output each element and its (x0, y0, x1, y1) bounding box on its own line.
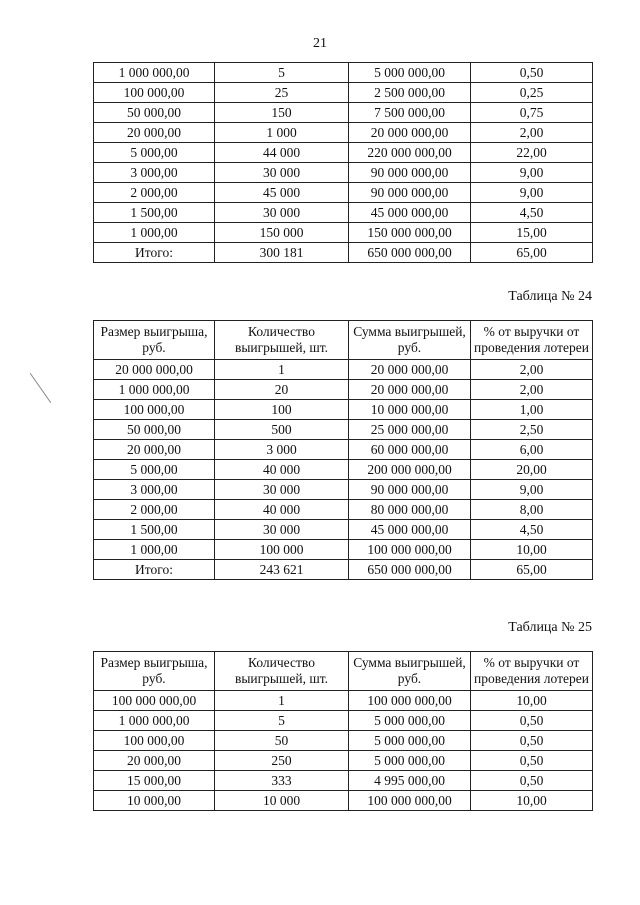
table-row (94, 103, 593, 123)
cell-prize-count: 45 000 (215, 183, 349, 203)
cell-prize-sum: 20 000 000,00 (349, 360, 471, 380)
cell-revenue-percent: 0,50 (471, 751, 593, 771)
cell-prize-size: 50 000,00 (94, 103, 215, 123)
prize-table-25 (93, 651, 593, 811)
table-row (94, 143, 593, 163)
cell-revenue-percent: 15,00 (471, 223, 593, 243)
cell-prize-size: 20 000,00 (94, 440, 215, 460)
cell-revenue-percent: 2,00 (471, 380, 593, 400)
cell-prize-size: 1 000 000,00 (94, 711, 215, 731)
table-row (94, 500, 593, 520)
cell-prize-sum: 650 000 000,00 (349, 243, 471, 263)
cell-prize-size: Итого: (94, 560, 215, 580)
cell-prize-size: 20 000 000,00 (94, 360, 215, 380)
cell-prize-sum: 20 000 000,00 (349, 123, 471, 143)
table-row (94, 480, 593, 500)
table-body (94, 691, 593, 811)
cell-prize-sum: 90 000 000,00 (349, 183, 471, 203)
cell-prize-count: 25 (215, 83, 349, 103)
table-row (94, 223, 593, 243)
cell-prize-count: 40 000 (215, 460, 349, 480)
cell-prize-sum: 45 000 000,00 (349, 520, 471, 540)
cell-prize-size: 3 000,00 (94, 480, 215, 500)
cell-revenue-percent: 6,00 (471, 440, 593, 460)
table-25-caption: Таблица № 25 (508, 620, 592, 635)
cell-revenue-percent: 4,50 (471, 203, 593, 223)
cell-prize-count: 30 000 (215, 480, 349, 500)
scan-mark (30, 373, 51, 403)
cell-prize-count: 333 (215, 771, 349, 791)
table-row (94, 540, 593, 560)
cell-prize-count: 250 (215, 751, 349, 771)
cell-prize-size: 1 000 000,00 (94, 63, 215, 83)
cell-prize-count: 243 621 (215, 560, 349, 580)
table-row (94, 203, 593, 223)
table-row (94, 360, 593, 380)
cell-revenue-percent: 9,00 (471, 163, 593, 183)
cell-prize-count: 44 000 (215, 143, 349, 163)
header-prize-sum: Сумма выигрышей, руб. (349, 652, 471, 691)
table-row (94, 751, 593, 771)
cell-prize-count: 1 000 (215, 123, 349, 143)
cell-prize-count: 150 000 (215, 223, 349, 243)
table-24-caption: Таблица № 24 (508, 289, 592, 304)
cell-prize-sum: 100 000 000,00 (349, 691, 471, 711)
cell-prize-count: 300 181 (215, 243, 349, 263)
cell-prize-size: 3 000,00 (94, 163, 215, 183)
header-prize-size: Размер выигрыша, руб. (94, 321, 215, 360)
cell-prize-size: 50 000,00 (94, 420, 215, 440)
cell-prize-sum: 80 000 000,00 (349, 500, 471, 520)
cell-prize-size: 1 000,00 (94, 540, 215, 560)
cell-prize-sum: 20 000 000,00 (349, 380, 471, 400)
cell-prize-sum: 150 000 000,00 (349, 223, 471, 243)
cell-revenue-percent: 0,50 (471, 63, 593, 83)
cell-revenue-percent: 2,00 (471, 123, 593, 143)
cell-prize-size: 1 000,00 (94, 223, 215, 243)
cell-prize-size: 5 000,00 (94, 143, 215, 163)
table-row (94, 400, 593, 420)
cell-prize-count: 5 (215, 711, 349, 731)
table-row (94, 123, 593, 143)
table-row (94, 791, 593, 811)
cell-prize-count: 1 (215, 691, 349, 711)
cell-revenue-percent: 0,50 (471, 711, 593, 731)
cell-prize-count: 100 000 (215, 540, 349, 560)
cell-prize-sum: 90 000 000,00 (349, 163, 471, 183)
cell-prize-size: 1 000 000,00 (94, 380, 215, 400)
cell-prize-size: 1 500,00 (94, 203, 215, 223)
cell-revenue-percent: 9,00 (471, 183, 593, 203)
cell-revenue-percent: 22,00 (471, 143, 593, 163)
table-row (94, 711, 593, 731)
table-row (94, 691, 593, 711)
cell-prize-sum: 220 000 000,00 (349, 143, 471, 163)
cell-prize-sum: 25 000 000,00 (349, 420, 471, 440)
table-row (94, 560, 593, 580)
table-body (94, 63, 593, 263)
cell-revenue-percent: 65,00 (471, 560, 593, 580)
prize-table-continued (93, 62, 593, 263)
cell-prize-sum: 5 000 000,00 (349, 711, 471, 731)
cell-prize-size: 2 000,00 (94, 500, 215, 520)
cell-prize-count: 30 000 (215, 520, 349, 540)
cell-prize-size: 15 000,00 (94, 771, 215, 791)
cell-prize-count: 50 (215, 731, 349, 751)
table-row (94, 380, 593, 400)
cell-prize-count: 1 (215, 360, 349, 380)
cell-prize-sum: 200 000 000,00 (349, 460, 471, 480)
header-prize-size: Размер выигрыша, руб. (94, 652, 215, 691)
cell-prize-size: 1 500,00 (94, 520, 215, 540)
cell-prize-sum: 45 000 000,00 (349, 203, 471, 223)
header-prize-sum: Сумма выигрышей, руб. (349, 321, 471, 360)
cell-prize-size: 5 000,00 (94, 460, 215, 480)
cell-prize-size: 20 000,00 (94, 751, 215, 771)
cell-prize-size: 100 000,00 (94, 83, 215, 103)
table-row (94, 163, 593, 183)
cell-prize-size: 100 000,00 (94, 400, 215, 420)
cell-prize-size: 10 000,00 (94, 791, 215, 811)
cell-prize-sum: 100 000 000,00 (349, 791, 471, 811)
cell-prize-count: 30 000 (215, 203, 349, 223)
cell-revenue-percent: 8,00 (471, 500, 593, 520)
cell-revenue-percent: 20,00 (471, 460, 593, 480)
table-header-row (94, 321, 593, 360)
cell-prize-sum: 60 000 000,00 (349, 440, 471, 460)
cell-prize-count: 10 000 (215, 791, 349, 811)
cell-prize-count: 20 (215, 380, 349, 400)
cell-prize-size: 20 000,00 (94, 123, 215, 143)
cell-prize-sum: 100 000 000,00 (349, 540, 471, 560)
cell-revenue-percent: 10,00 (471, 791, 593, 811)
cell-revenue-percent: 2,00 (471, 360, 593, 380)
table-body (94, 360, 593, 580)
table-row (94, 243, 593, 263)
cell-revenue-percent: 0,25 (471, 83, 593, 103)
cell-prize-count: 100 (215, 400, 349, 420)
cell-prize-sum: 10 000 000,00 (349, 400, 471, 420)
header-prize-count: Количество выигрышей, шт. (215, 321, 349, 360)
table-row (94, 183, 593, 203)
table-row (94, 771, 593, 791)
cell-prize-count: 30 000 (215, 163, 349, 183)
cell-revenue-percent: 65,00 (471, 243, 593, 263)
cell-revenue-percent: 10,00 (471, 540, 593, 560)
table-header-row (94, 652, 593, 691)
cell-prize-sum: 7 500 000,00 (349, 103, 471, 123)
cell-revenue-percent: 2,50 (471, 420, 593, 440)
cell-prize-sum: 5 000 000,00 (349, 751, 471, 771)
table-row (94, 731, 593, 751)
cell-prize-sum: 90 000 000,00 (349, 480, 471, 500)
cell-prize-count: 500 (215, 420, 349, 440)
cell-prize-sum: 2 500 000,00 (349, 83, 471, 103)
cell-revenue-percent: 4,50 (471, 520, 593, 540)
table-row (94, 63, 593, 83)
cell-prize-size: 100 000,00 (94, 731, 215, 751)
cell-prize-size: Итого: (94, 243, 215, 263)
cell-prize-count: 40 000 (215, 500, 349, 520)
cell-prize-sum: 650 000 000,00 (349, 560, 471, 580)
header-prize-count: Количество выигрышей, шт. (215, 652, 349, 691)
cell-prize-sum: 5 000 000,00 (349, 731, 471, 751)
table-row (94, 420, 593, 440)
cell-revenue-percent: 0,50 (471, 731, 593, 751)
cell-prize-sum: 5 000 000,00 (349, 63, 471, 83)
header-revenue-percent: % от выручки от проведения лотереи (471, 652, 593, 691)
table-row (94, 520, 593, 540)
cell-prize-size: 100 000 000,00 (94, 691, 215, 711)
cell-revenue-percent: 0,75 (471, 103, 593, 123)
cell-prize-count: 5 (215, 63, 349, 83)
table-row (94, 83, 593, 103)
header-revenue-percent: % от выручки от проведения лотереи (471, 321, 593, 360)
cell-revenue-percent: 0,50 (471, 771, 593, 791)
prize-table-24 (93, 320, 593, 580)
cell-revenue-percent: 10,00 (471, 691, 593, 711)
cell-revenue-percent: 1,00 (471, 400, 593, 420)
cell-prize-size: 2 000,00 (94, 183, 215, 203)
table-row (94, 460, 593, 480)
table-row (94, 440, 593, 460)
cell-prize-count: 150 (215, 103, 349, 123)
cell-revenue-percent: 9,00 (471, 480, 593, 500)
cell-prize-count: 3 000 (215, 440, 349, 460)
page-number: 21 (313, 36, 327, 51)
cell-prize-sum: 4 995 000,00 (349, 771, 471, 791)
